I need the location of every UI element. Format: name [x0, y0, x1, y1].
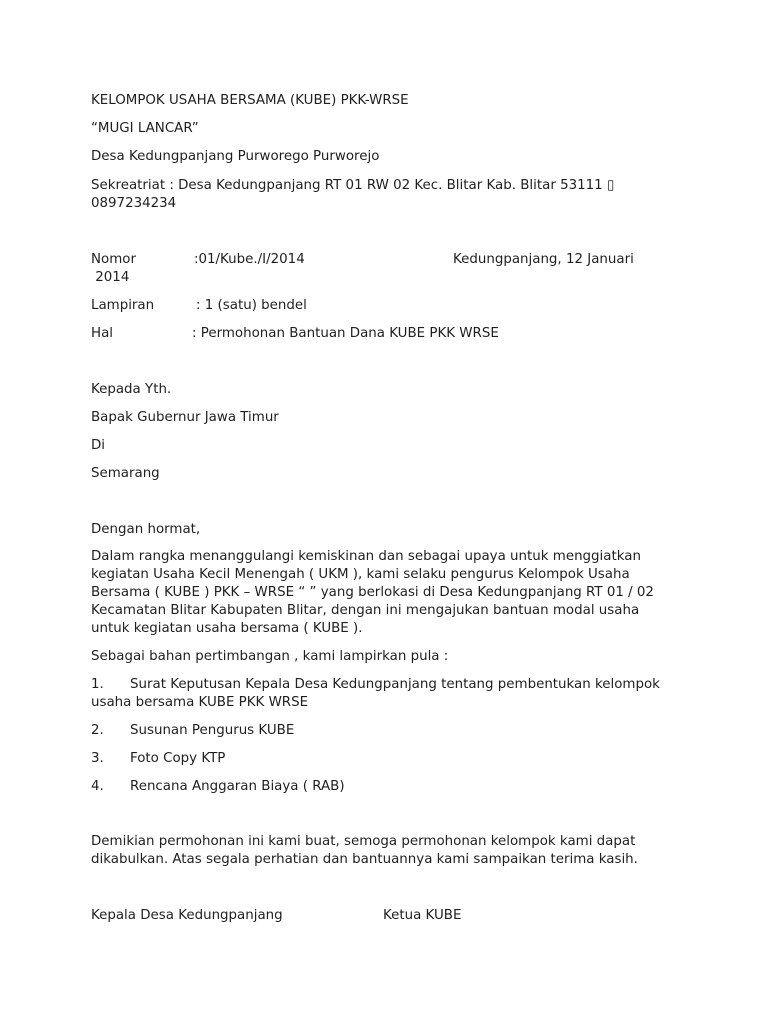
closing-line: Demikian permohonan ini kami buat, semoga permohonan kelompok kami dapat: [91, 834, 636, 849]
list-item-text: Rencana Anggaran Biaya ( RAB): [130, 779, 345, 794]
paragraph-line: kegiatan Usaha Kecil Menengah ( UKM ), kami selaku pengurus Kelompok Usaha: [91, 567, 630, 582]
paragraph-line: untuk kegiatan usaha bersama ( KUBE ).: [91, 621, 363, 636]
hal-value: : Permohonan Bantuan Dana KUBE PKK WRSE: [192, 326, 499, 341]
lampiran-label: Lampiran: [91, 298, 155, 313]
attachments-intro: Sebagai bahan pertimbangan , kami lampirkan pula :: [91, 649, 449, 664]
village-address: Desa Kedungpanjang Purworego Purworejo: [91, 149, 380, 164]
phone-icon: ▯: [606, 178, 615, 193]
nomor-value: :01/Kube./I/2014: [194, 252, 305, 267]
place-date: Kedungpanjang, 12 Januari: [453, 252, 634, 267]
paragraph-line: Kecamatan Blitar Kabupaten Blitar, dengan ini mengajukan bantuan modal usaha: [91, 603, 640, 618]
hal-label: Hal: [91, 326, 113, 341]
list-item-number: 4.: [91, 779, 104, 794]
phone-number: 0897234234: [91, 196, 177, 211]
group-name: “MUGI LANCAR”: [91, 121, 199, 136]
recipient-line: Kepada Yth.: [91, 382, 172, 397]
recipient-line: Semarang: [91, 466, 160, 481]
signature-left: Kepala Desa Kedungpanjang: [91, 908, 283, 923]
list-item-text-cont: usaha bersama KUBE PKK WRSE: [91, 695, 309, 710]
salutation: Dengan hormat,: [91, 522, 201, 537]
place-date-year: 2014: [91, 270, 130, 285]
paragraph-line: Dalam rangka menanggulangi kemiskinan dan sebagai upaya untuk menggiatkan: [91, 549, 641, 564]
closing-line: dikabulkan. Atas segala perhatian dan bantuannya kami sampaikan terima kasih.: [91, 852, 638, 867]
secretariat-text: Sekreatriat : Desa Kedungpanjang RT 01 RW 02 Kec. Blitar Kab. Blitar 53111: [91, 178, 607, 193]
list-item-text: Foto Copy KTP: [130, 751, 226, 766]
list-item-number: 1.: [91, 677, 104, 692]
org-name: KELOMPOK USAHA BERSAMA (KUBE) PKK-WRSE: [91, 93, 409, 108]
nomor-label: Nomor: [91, 252, 136, 267]
list-item-number: 2.: [91, 723, 104, 738]
list-item-number: 3.: [91, 751, 104, 766]
signature-right: Ketua KUBE: [383, 908, 462, 923]
paragraph-line: Bersama ( KUBE ) PKK – WRSE “ ” yang berlokasi di Desa Kedungpanjang RT 01 / 02: [91, 585, 654, 600]
recipient-line: Di: [91, 438, 106, 453]
lampiran-value: : 1 (satu) bendel: [196, 298, 307, 313]
list-item-text: Susunan Pengurus KUBE: [130, 723, 295, 738]
recipient-line: Bapak Gubernur Jawa Timur: [91, 410, 279, 425]
secretariat-line: [91, 177, 691, 195]
list-item-text: Surat Keputusan Kepala Desa Kedungpanjang tentang pembentukan kelompok: [130, 677, 660, 692]
